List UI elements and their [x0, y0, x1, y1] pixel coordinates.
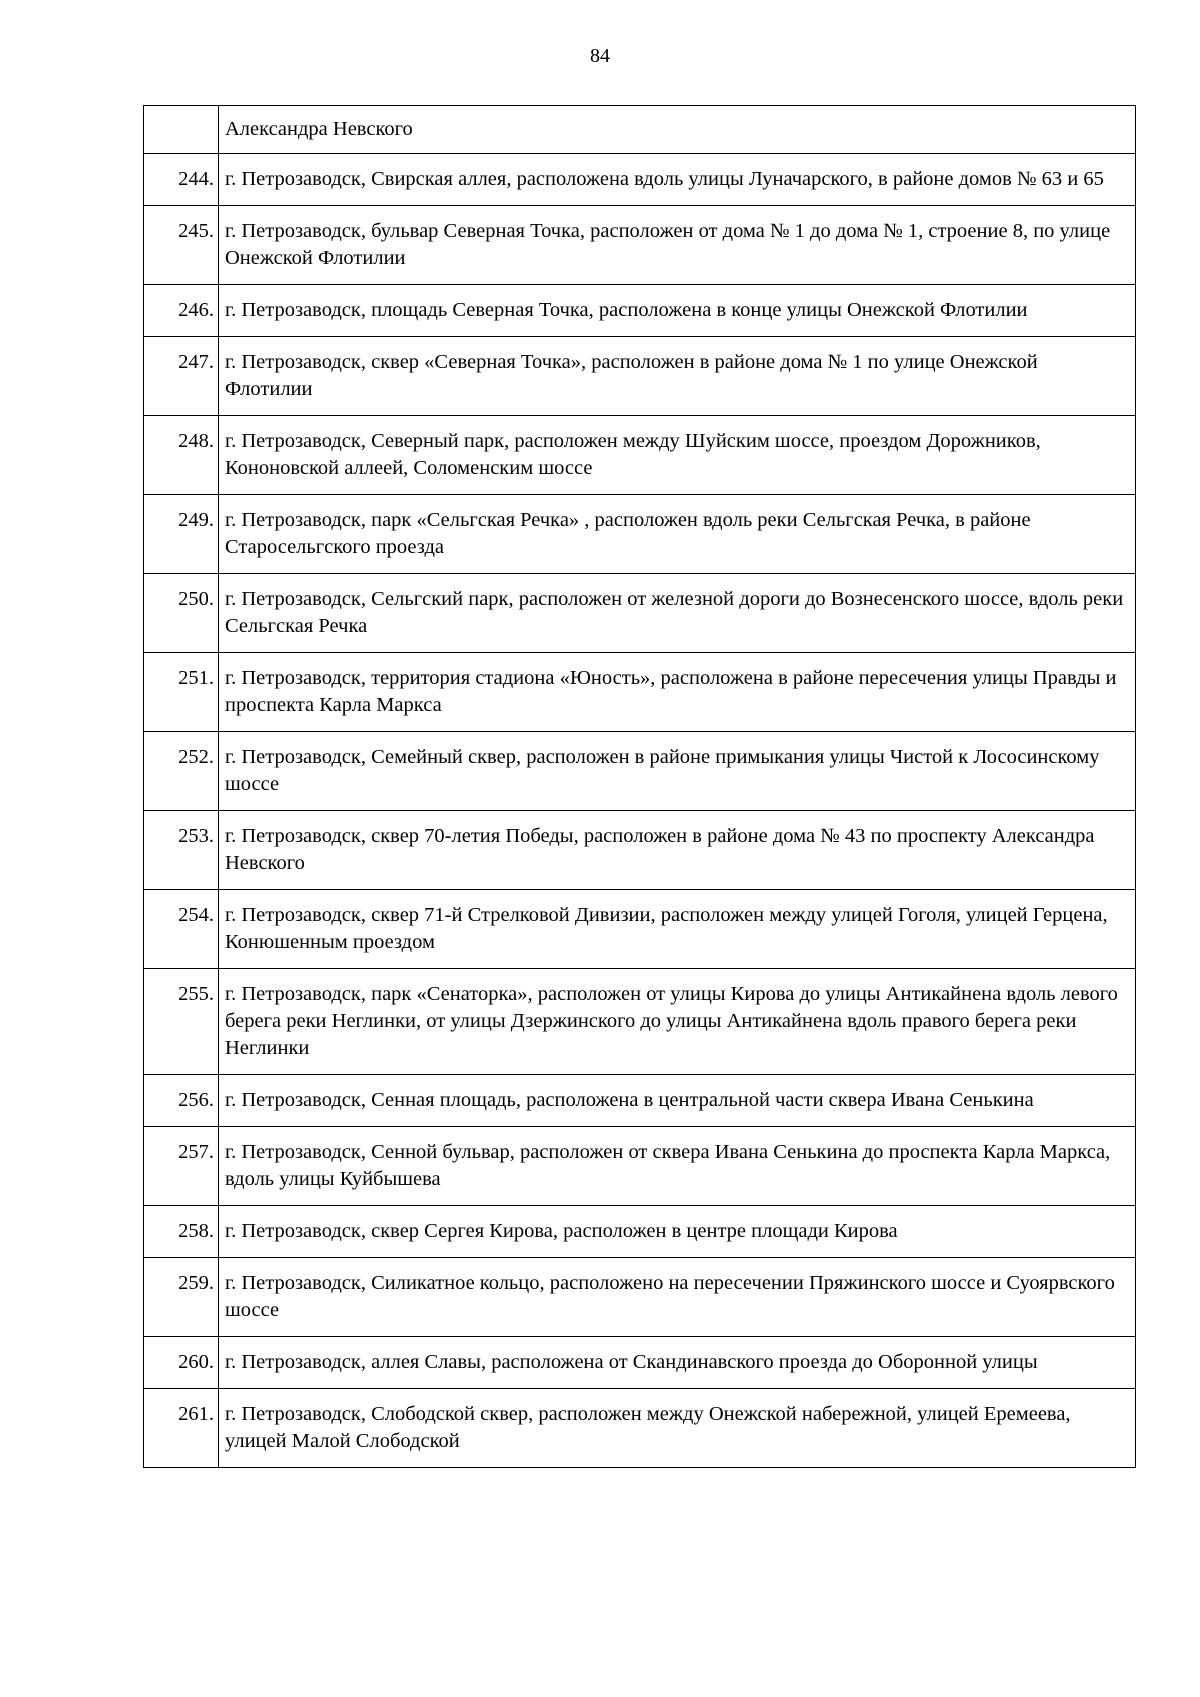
table-row	[144, 1337, 1136, 1389]
row-description: г. Петрозаводск, Северный парк, расположен между Шуйским шоссе, проездом Дорожников, Кононовской аллеей, Соломенским шоссе	[219, 416, 1136, 495]
row-number: 247.	[144, 337, 219, 416]
row-description: г. Петрозаводск, Сенной бульвар, расположен от сквера Ивана Сенькина до проспекта Карла Маркса, вдоль улицы Куйбышева	[219, 1127, 1136, 1206]
locations-table	[143, 105, 1136, 1468]
row-number: 256.	[144, 1075, 219, 1127]
row-description: г. Петрозаводск, парк «Сенаторка», расположен от улицы Кирова до улицы Антикайнена вдоль левого берега реки Неглинки, от улицы Дзержинского до улицы Антикайнена вдоль правого берега реки Неглинки	[219, 969, 1136, 1075]
table-row	[144, 969, 1136, 1075]
table-row	[144, 811, 1136, 890]
row-description: г. Петрозаводск, аллея Славы, расположена от Скандинавского проезда до Оборонной улицы	[219, 1337, 1136, 1389]
row-description: г. Петрозаводск, сквер 71-й Стрелковой Дивизии, расположен между улицей Гоголя, улицей Герцена, Конюшенным проездом	[219, 890, 1136, 969]
row-number: 258.	[144, 1206, 219, 1258]
table-row	[144, 285, 1136, 337]
row-description: г. Петрозаводск, Семейный сквер, расположен в районе примыкания улицы Чистой к Лососинскому шоссе	[219, 732, 1136, 811]
row-number: 251.	[144, 653, 219, 732]
row-description: г. Петрозаводск, площадь Северная Точка, расположена в конце улицы Онежской Флотилии	[219, 285, 1136, 337]
table-row	[144, 106, 1136, 154]
table-row	[144, 495, 1136, 574]
row-number: 244.	[144, 154, 219, 206]
row-description: г. Петрозаводск, Силикатное кольцо, расположено на пересечении Пряжинского шоссе и Суоярвского шоссе	[219, 1258, 1136, 1337]
page-number: 84	[590, 45, 610, 67]
row-number: 250.	[144, 574, 219, 653]
table-row	[144, 154, 1136, 206]
table-row	[144, 1258, 1136, 1337]
table-row	[144, 653, 1136, 732]
row-description: г. Петрозаводск, парк «Сельгская Речка» , расположен вдоль реки Сельгская Речка, в районе Старосельгского проезда	[219, 495, 1136, 574]
row-description: Александра Невского	[219, 106, 1136, 154]
table-row	[144, 1206, 1136, 1258]
row-number: 245.	[144, 206, 219, 285]
row-number: 257.	[144, 1127, 219, 1206]
table-row	[144, 732, 1136, 811]
row-description: г. Петрозаводск, сквер 70-летия Победы, расположен в районе дома № 43 по проспекту Александра Невского	[219, 811, 1136, 890]
table-row	[144, 416, 1136, 495]
row-number: 254.	[144, 890, 219, 969]
table-row	[144, 337, 1136, 416]
table-row	[144, 1389, 1136, 1468]
row-number: 253.	[144, 811, 219, 890]
row-number: 261.	[144, 1389, 219, 1468]
row-description: г. Петрозаводск, Сельгский парк, расположен от железной дороги до Вознесенского шоссе, вдоль реки Сельгская Речка	[219, 574, 1136, 653]
table-row	[144, 206, 1136, 285]
table-row	[144, 574, 1136, 653]
table-row	[144, 1075, 1136, 1127]
row-number: 246.	[144, 285, 219, 337]
row-number	[144, 106, 219, 154]
table-row	[144, 890, 1136, 969]
row-description: г. Петрозаводск, Сенная площадь, расположена в центральной части сквера Ивана Сенькина	[219, 1075, 1136, 1127]
row-number: 248.	[144, 416, 219, 495]
row-number: 255.	[144, 969, 219, 1075]
row-number: 260.	[144, 1337, 219, 1389]
row-number: 259.	[144, 1258, 219, 1337]
row-description: г. Петрозаводск, сквер «Северная Точка», расположен в районе дома № 1 по улице Онежской Флотилии	[219, 337, 1136, 416]
row-description: г. Петрозаводск, сквер Сергея Кирова, расположен в центре площади Кирова	[219, 1206, 1136, 1258]
row-number: 252.	[144, 732, 219, 811]
table-row	[144, 1127, 1136, 1206]
row-description: г. Петрозаводск, Свирская аллея, расположена вдоль улицы Луначарского, в районе домов № 63 и 65	[219, 154, 1136, 206]
row-description: г. Петрозаводск, Слободской сквер, расположен между Онежской набережной, улицей Еремеева, улицей Малой Слободской	[219, 1389, 1136, 1468]
row-description: г. Петрозаводск, территория стадиона «Юность», расположена в районе пересечения улицы Правды и проспекта Карла Маркса	[219, 653, 1136, 732]
row-number: 249.	[144, 495, 219, 574]
row-description: г. Петрозаводск, бульвар Северная Точка, расположен от дома № 1 до дома № 1, строение 8, по улице Онежской Флотилии	[219, 206, 1136, 285]
